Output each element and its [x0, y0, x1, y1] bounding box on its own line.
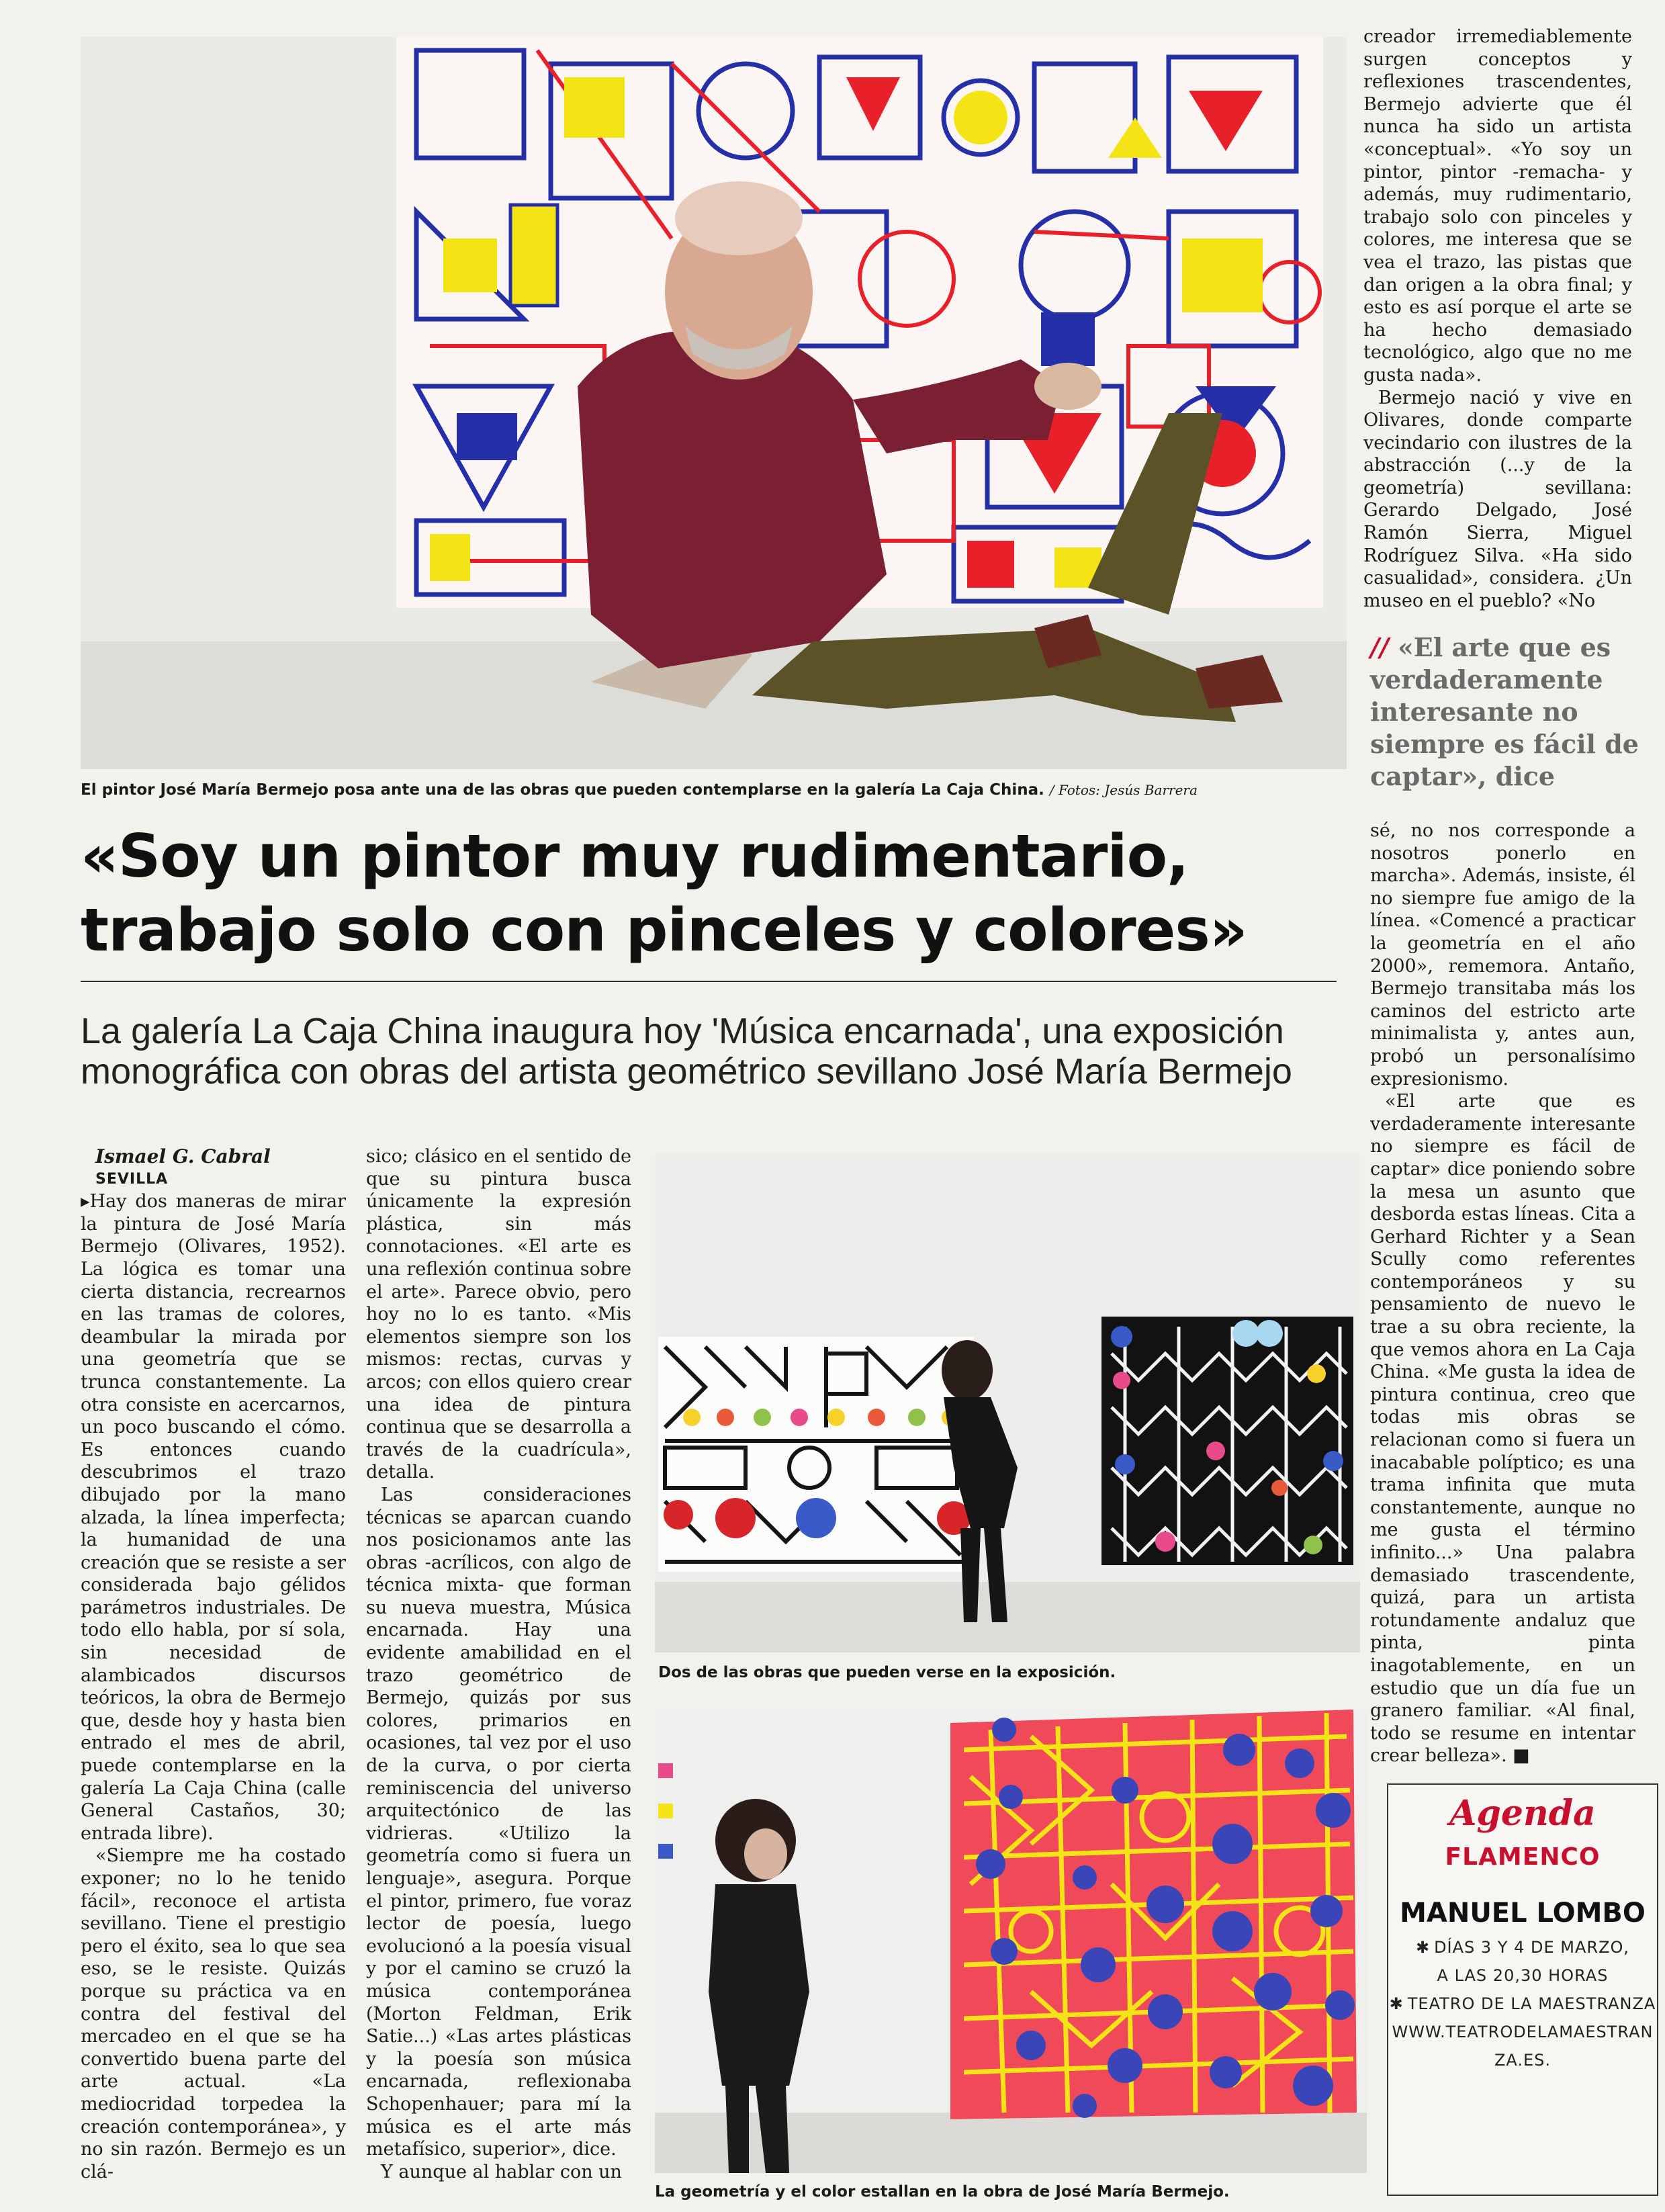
main-photo-illustration [81, 37, 1347, 769]
main-caption-text: El pintor José María Bermejo posa ante una de las obras que pueden contemplarse en la galería La Caja China. [81, 781, 1044, 799]
subheadline: La galería La Caja China inaugura hoy 'Música encarnada', una exposición monográfica con obras del artista geométrico sevillano José María Bermejo [81, 1011, 1292, 1092]
headline-rule [81, 981, 1337, 982]
pull-quote-text: «El arte que es verdaderamente interesante no siempre es fácil de captar», dice [1370, 632, 1639, 791]
agenda-title: Agenda [1449, 1793, 1596, 1834]
white-painting [658, 1337, 974, 1572]
main-photo [81, 37, 1347, 769]
red-painting [950, 1710, 1357, 2119]
star-bullet-icon: ✱ [1389, 1994, 1404, 2013]
agenda-time: A LAS 20,30 HORAS [1437, 1966, 1609, 1985]
agenda-web-end[interactable]: ZA.ES. [1494, 2051, 1551, 2070]
col3-paragraph-1: creador irremediablemente surgen conceptos y reflexiones trascendentes, Bermejo advierte que él nunca ha sido un artista «conceptual». «Yo soy un pintor, pintor -remacha- y además, muy rudimentario, trabajo solo con pinceles y colores, me interesa que se vea el trazo, las pistas que dan origen a la obra final; y esto es así porque el arte se ha hecho demasiado tecnológico, algo que no me gusta nada». [1363, 26, 1632, 386]
agenda-category: FLAMENCO [1445, 1843, 1601, 1871]
bottom-photo-illustration [655, 1710, 1367, 2173]
agenda-dates: ✱ DÍAS 3 Y 4 DE MARZO, [1415, 1938, 1630, 1957]
col3-paragraph-2: Bermejo nació y vive en Olivares, donde comparte vecindario con ilustres de la abstracción (...y de la geometría) sevillana: Gerardo Delgado, José Ramón Sierra, Miguel Rodríguez Silva. «Ha sido casualidad», considera. ¿Un museo en el pueblo? «No [1363, 387, 1632, 611]
middle-photo-illustration [655, 1152, 1360, 1652]
article-column-3-top [1363, 26, 1632, 612]
main-photo-caption [81, 781, 1198, 799]
agenda-web[interactable]: WWW.TEATRODELAMAESTRAN [1392, 2023, 1654, 2041]
col2-paragraph-1: sico; clásico en el sentido de que su pintura busca únicamente la expresión plástica, sin más connotaciones. «El arte es una reflexión continua sobre el arte». Parece obvio, pero hoy no lo es tanto. «Mis elementos siempre son los mismos: rectas, curvas y arcos; con ellos quiero crear una idea de pintura continua que se desarrolla a través de la cuadrícula», detalla. [366, 1146, 631, 1483]
middle-photo [655, 1152, 1360, 1652]
star-bullet-icon: ✱ [1415, 1938, 1431, 1957]
col2-paragraph-2: Las consideraciones técnicas se aparcan cuando nos posicionamos ante las obras -acrílicos, con algo de técnica mixta- que forman su nueva muestra, Música encarnada. Hay una evidente amabilidad en el trazo geométrico de Bermejo, quizás por sus colores, primarios en ocasiones, tal vez por el uso de la curva, o por cierta reminiscencia del universo arquitectónico de las vidrieras. «Utilizo la geometría como si fuera un lenguaje», asegura. Porque el pintor, primero, fue voraz lector de poesía, luego evolucionó a la poesía visual y por el camino se cruzó la música contemporánea (Morton Feldman, Erik Satie...) «Las artes plásticas y la poesía son música encarnada, reflexionaba Schopenhauer; para mí la música es el arte más metafísico, superior», dice. [366, 1484, 631, 2160]
article-column-1 [81, 1145, 346, 2183]
bottom-photo-caption: La geometría y el color estallan en la obra de José María Bermejo. [655, 2183, 1230, 2201]
bottom-photo [655, 1710, 1367, 2173]
headline: «Soy un pintor muy rudimentario, trabajo solo con pinceles y colores» [81, 822, 1247, 965]
photo-credit: / Fotos: Jesús Barrera [1049, 782, 1198, 798]
black-painting [1101, 1317, 1353, 1565]
byline-author: Ismael G. Cabral [95, 1145, 271, 1167]
col1-paragraph-2: «Siempre me ha costado exponer; no lo he tenido fácil», reconoce el artista sevillano. Tiene el prestigio pero el éxito, sea lo que sea eso, se le resiste. Quizás porque su práctica va en contra del festival del mercadeo en el que se ha convertido buena parte del arte actual. «La mediocridad torpedea la creación contemporánea», y no sin razón. Bermejo es un clá- [81, 1845, 346, 2182]
pull-quote [1370, 631, 1639, 793]
col3-paragraph-3: sé, no nos corresponde a nosotros ponerlo en marcha». Además, insiste, él no siempre fue amigo de la línea. «Comencé a practicar la geometría en el año 2000», rememora. Antaño, Bermejo transitaba más los caminos del estricto arte minimalista y, antes aun, probó un personalísimo expresionismo. [1370, 820, 1635, 1090]
agenda-venue: ✱ TEATRO DE LA MAESTRANZA [1389, 1994, 1656, 2013]
agenda-box [1387, 1783, 1658, 2196]
middle-photo-caption: Dos de las obras que pueden verse en la exposición. [658, 1664, 1116, 1681]
agenda-artist: MANUEL LOMBO [1400, 1898, 1646, 1929]
pull-quote-mark: // [1370, 632, 1389, 662]
col3-paragraph-4: «El arte que es verdaderamente interesante no siempre es fácil de captar» dice poniendo sobre la mesa un asunto que desborda estas líneas. Cita a Gerhard Richter y a Sean Scully como referentes contemporáneos y su pensamiento de nuevo le trae a su obra reciente, la que vemos ahora en La Caja China. «Me gusta la idea de pintura continua, creo que todas mis obras se relacionan como si fuera un inacabable políptico; es una trama infinita que muta constantemente, aunque no me gusta el término infinito...» Una palabra demasiado trascendente, quizá, para un artista rotundamente andaluz que pinta, pinta inagotablemente, en un estudio que un día fue un granero familiar. «Al final, todo se resume en intentar crear belleza». ■ [1370, 1091, 1635, 1767]
col2-paragraph-3: Y aunque al hablar con un [381, 2161, 622, 2182]
article-column-2 [366, 1145, 631, 2183]
article-column-3-bottom [1370, 820, 1635, 1767]
byline-city: SEVILLA [95, 1170, 169, 1188]
col1-paragraph-1: ▸Hay dos maneras de mirar la pintura de José María Bermejo (Olivares, 1952). La lógica es tomar una cierta distancia, recrearnos en las tramas de colores, deambular la mirada por una geometría que se trunca constantemente. La otra consiste en acercarnos, un poco buscando el cómo. Es entonces cuando descubrimos el trazo dibujado por la mano alzada, la línea imperfecta; la humanidad de una creación que se resiste a ser considerada bajo gélidos parámetros industriales. De todo ello habla, por sí sola, sin necesidad de alambicados discursos teóricos, la obra de Bermejo que, desde hoy y hasta bien entrado el mes de abril, puede contemplarse en la galería La Caja China (calle General Castaños, 30; entrada libre). [81, 1191, 346, 1844]
